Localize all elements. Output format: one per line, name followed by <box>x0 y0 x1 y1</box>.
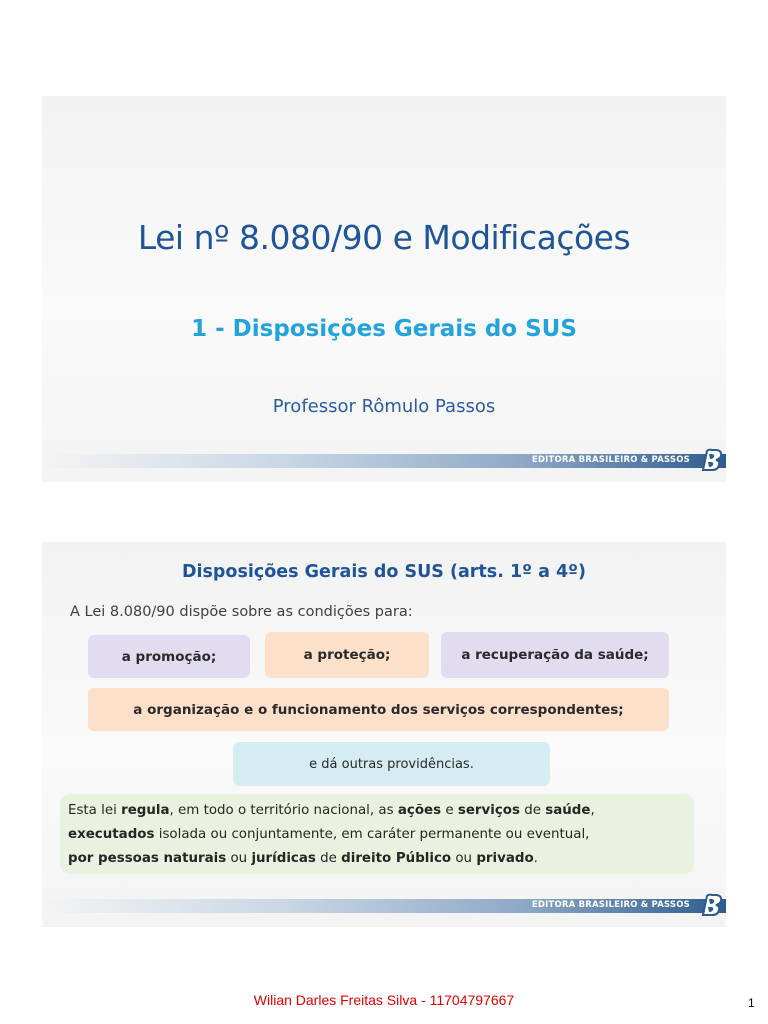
summary-line-2: executados isolada ou conjuntamente, em caráter permanente ou eventual, <box>68 827 590 842</box>
editora-b-logo-icon <box>698 448 724 472</box>
slide-heading: Disposições Gerais do SUS (arts. 1º a 4º) <box>181 562 587 582</box>
intro-text: A Lei 8.080/90 dispõe sobre as condições para: <box>70 604 413 620</box>
slide-footer-bar <box>42 454 726 468</box>
title-slide <box>42 96 726 482</box>
summary-line-1: Esta lei regula, em todo o território nacional, as ações e serviços de saúde, <box>68 803 595 818</box>
slide-footer-bar <box>42 899 726 913</box>
pill-recuperacao: a recuperação da saúde; <box>441 632 669 678</box>
pill-promocao: a promoção; <box>88 635 250 678</box>
summary-line-3: por pessoas naturais ou jurídicas de direito Público ou privado. <box>68 851 538 866</box>
slide-subtitle: 1 - Disposições Gerais do SUS <box>191 316 577 342</box>
editora-b-logo-icon <box>698 893 724 917</box>
publisher-label: EDITORA BRASILEIRO & PASSOS <box>531 900 690 910</box>
slide-title: Lei nº 8.080/90 e Modificações <box>137 218 631 257</box>
document-author-line: Wilian Darles Freitas Silva - 11704797667 <box>253 992 515 1008</box>
publisher-label: EDITORA BRASILEIRO & PASSOS <box>531 455 690 465</box>
pill-organizacao: a organização e o funcionamento dos serviços correspondentes; <box>88 688 669 731</box>
page-number: 1 <box>748 996 755 1010</box>
summary-box <box>60 794 694 874</box>
pill-protecao: a proteção; <box>265 632 429 678</box>
slide-author: Professor Rômulo Passos <box>272 396 496 417</box>
pill-providencias: e dá outras providências. <box>233 742 550 786</box>
content-slide <box>42 542 726 927</box>
